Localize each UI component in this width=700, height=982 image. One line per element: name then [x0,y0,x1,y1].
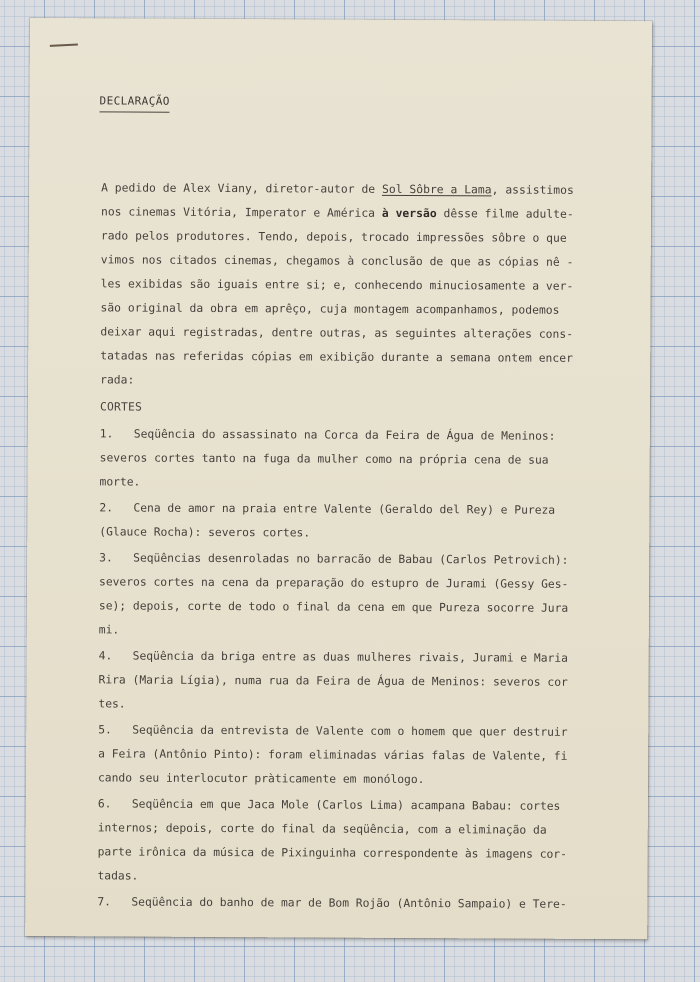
film-title: Sol Sôbre a Lama [381,182,492,197]
intro-line: A pedido de Alex Viany, diretor-autor de Sol Sôbre a Lama, assistimos [101,181,574,197]
item-text: (Glauce Rocha): severos cortes. [99,525,311,540]
intro-paragraph [100,176,606,395]
item-number: 7. [97,895,112,909]
item-number: 2. [99,501,114,515]
intro-line: vimos nos citados cinemas, chegamos à conclusão de que as cópias nê - [100,253,574,269]
item-text: se); depois, corte de todo o final da cena em que Pureza socorre Jura [98,599,569,615]
item-text: Seqüência da briga entre as duas mulheres rivais, Jurami e Maria [132,649,568,665]
item-text: severos cortes na cena da preparação do estupro de Jurami (Gessy Ges- [99,575,569,591]
intro-line: rada: [100,373,135,387]
intro-line: nos cinemas Vitória, Imperator e América à versão dêsse filme adulte- [100,205,574,221]
intro-line: rado pelos produtores. Tendo, depois, trocado impressões sôbre o que [100,229,567,245]
emphasis-text: à versão [381,206,437,221]
item-text: tadas. [97,869,139,883]
item-text: Cena de amor na praia entre Valente (Geraldo del Rey) e Pureza [133,501,556,517]
cuts-list [97,422,605,919]
item-number: 4. [98,649,113,663]
item-number: 3. [99,551,113,565]
document-title: DECLARAÇÃO [100,94,170,112]
item-number: 6. [97,797,112,811]
item-number: 1. [99,427,114,441]
item-text: Seqüências desenroladas no barracão de Babau (Carlos Petrovich): [133,551,569,567]
item-text: parte irônica da música de Pixinguinha correspondente às imagens cor- [97,845,567,861]
document-page [25,18,652,939]
item-text: morte. [99,475,141,489]
pencil-mark [50,44,78,47]
list-item [97,792,602,891]
item-text: a Feira (Antônio Pinto): foram eliminadas várias falas de Valente, fi [98,747,568,763]
item-text: Rira (Maria Lígia), numa rua da Feira de Água de Meninos: severos cor [98,673,568,689]
section-heading: CORTES [99,400,143,414]
item-text: internos; depois, corte do final da seqüência, com a eliminação da [97,821,547,837]
intro-line: são original da obra em aprêço, cuja montagem acompanhamos, podemos [100,301,560,317]
intro-line: tatadas nas referidas cópias em exibição durante a semana ontem encer [100,349,574,365]
list-item [98,644,603,719]
intro-line: les exibidas são iguais entre si; e, conhecendo minuciosamente a ver- [100,277,574,293]
item-text: Seqüência em que Jaca Mole (Carlos Lima) acampana Babau: cortes [131,797,561,813]
item-number: 5. [98,723,112,737]
list-item [99,546,604,645]
list-item [97,890,602,917]
item-text: Seqüência do banho de mar de Bom Rojão (Antônio Sampaio) e Tere- [131,895,567,911]
item-text: severos cortes tanto na fuga da mulher como na própria cena de sua [99,451,549,467]
item-text: mi. [98,623,120,637]
item-text: Seqüência do assassinato na Corca da Feira de Água de Meninos: [133,427,556,443]
list-item [99,496,604,547]
intro-line: deixar aqui registradas, dentre outras, as seguintes alterações cons- [100,325,574,341]
list-item [100,422,605,497]
list-item [98,718,603,793]
item-text: Seqüência da entrevista de Valente com o homem que quer destruir [132,723,568,739]
item-text: cando seu interlocutor pràticamente em monólogo. [97,771,425,787]
item-text: tes. [98,697,126,711]
